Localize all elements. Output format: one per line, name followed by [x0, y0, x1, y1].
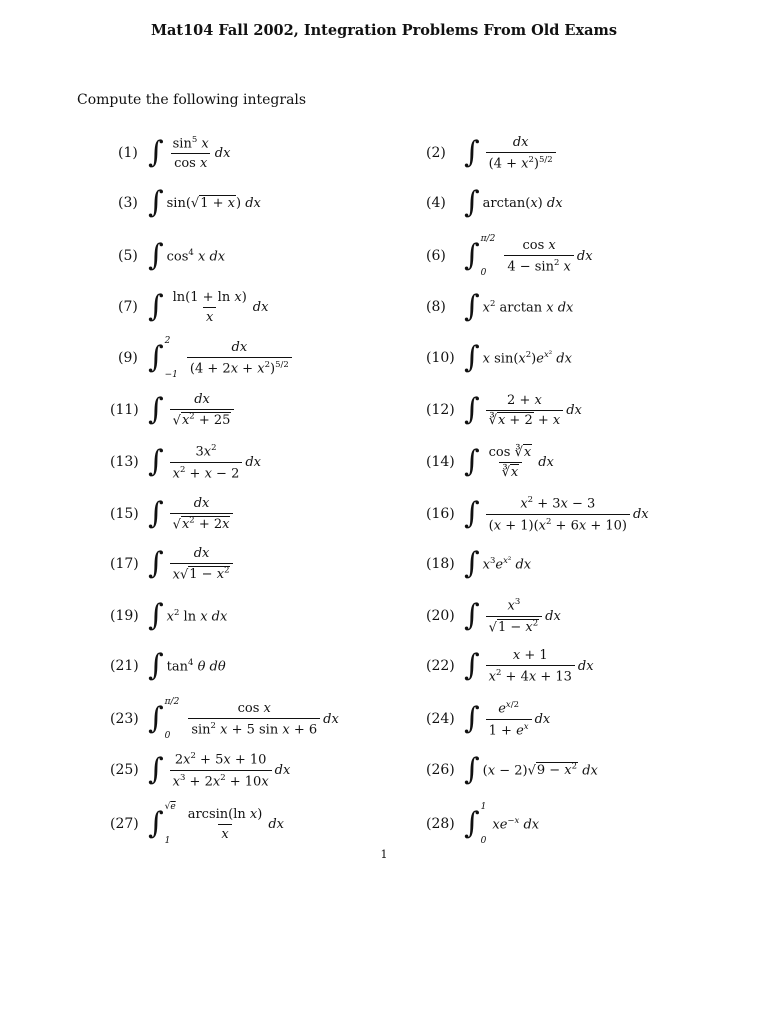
problem-number: (21) [110, 658, 139, 674]
problem-formula: ∫ $\frac{dx}{x√1 - x^2}$ [148, 542, 236, 586]
problem-number: (2) [426, 145, 446, 161]
problem-number: (5) [118, 248, 138, 264]
problem-formula: ∫ $x^2$ ln x dx [148, 598, 228, 633]
problem-formula: ∫ 1 0 $xe^{-x}$ dx [464, 802, 540, 846]
problem-formula: ∫ $\frac{3x^2}{x^2 + x - 2}$ dx [148, 443, 262, 481]
problem-formula: ∫ $\frac{2x^2 + 5x + 10}{x^3 + 2x^2 + 10x}$ dx [148, 751, 291, 789]
problem-number: (22) [426, 658, 455, 674]
problem-formula: ∫ $\frac{dx}{√x^2 + 25}$ [148, 388, 237, 432]
problem-formula: ∫ $(x - 2)√9 - x^2$ dx [464, 752, 598, 787]
page-number: 1 [380, 848, 388, 861]
problem-number: (1) [118, 145, 138, 161]
problem-number: (13) [110, 454, 139, 470]
problem-number: (18) [426, 556, 455, 572]
problem-formula: ∫ $\frac{dx}{√x^2 + 2x}$ [148, 492, 236, 536]
problem-formula: ∫ $\cos^4 x$ dx [148, 238, 226, 273]
problem-formula: ∫ π/2 0 $\frac{\text{cos x}}{\sin^2 x + 5 \sin x + 6}$ dx [148, 697, 339, 741]
problem-number: (3) [118, 195, 138, 211]
page-title: Mat104 Fall 2002, Integration Problems From Old Exams [150, 22, 618, 39]
problem-number: (7) [118, 299, 138, 315]
problem-number: (26) [426, 762, 455, 778]
instructions: Compute the following integrals [77, 92, 307, 108]
problem-formula: ∫ $\frac{x + 1}{x^2 + 4x + 13}$ dx [464, 647, 594, 685]
problem-number: (28) [426, 816, 455, 832]
problem-formula: ∫ $\frac{\text{ln(1 + ln x)}}{x}$ dx [148, 289, 269, 325]
problem-number: (27) [110, 816, 139, 832]
problem-number: (25) [110, 762, 139, 778]
problem-number: (10) [426, 350, 455, 366]
problem-number: (8) [426, 299, 446, 315]
problem-number: (23) [110, 711, 139, 727]
problem-formula: ∫ $\frac{\cos ∛x}{∛x}$ dx [464, 444, 554, 480]
problem-number: (16) [426, 506, 455, 522]
problem-number: (15) [110, 506, 139, 522]
problem-number: (9) [118, 350, 138, 366]
problem-formula: ∫ arctan(x) dx [464, 185, 563, 220]
problem-formula: ∫ $x^2$ arctan x dx [464, 289, 574, 324]
problem-formula: ∫ x $\sin(x^2)e^{x^2}$ dx [464, 340, 572, 375]
problem-formula: ∫ $\frac{dx}{(4 + x^2)^{5/2}}$ [464, 131, 559, 175]
problem-formula: ∫ $\frac{\sin^5 x}{\text{cos x}}$ dx [148, 134, 231, 172]
problem-formula: ∫ $\frac{e^{x/2}}{1 + e^x}$ dx [464, 700, 551, 738]
problem-formula: ∫ 2 −1 $\frac{dx}{(4 + 2x + x^2)^{5/2}}$ [148, 336, 295, 380]
problem-number: (19) [110, 608, 139, 624]
problem-number: (12) [426, 402, 455, 418]
problem-formula: ∫ $\tan^4 \theta$ dθ [148, 648, 226, 683]
problem-number: (24) [426, 711, 455, 727]
problem-number: (6) [426, 248, 446, 264]
problem-formula: ∫ √e 1 $\frac{\text{arcsin(ln x)}}{x}$ dx [148, 802, 284, 846]
problem-number: (4) [426, 195, 446, 211]
problem-formula: ∫ sin(√1 + x) dx [148, 185, 261, 220]
problem-formula: ∫ $\frac{2 + x}{∛x + 2 + x}$ dx [464, 392, 582, 428]
problem-number: (20) [426, 608, 455, 624]
problem-number: (11) [110, 402, 139, 418]
problem-formula: ∫ $\frac{x^3}{√1 - x^2}$ dx [464, 597, 561, 635]
problem-formula: ∫ π/2 0 $\frac{\text{cos x}}{4 - \sin^2 x}$ dx [464, 234, 593, 278]
problem-formula: ∫ $\frac{x^2 + 3x - 3}{(x + 1)(x^2 + 6x + 10)}$ dx [464, 495, 649, 533]
problem-formula: ∫ $x^3e^{x^2}$ dx [464, 546, 532, 581]
problem-number: (17) [110, 556, 139, 572]
problem-number: (14) [426, 454, 455, 470]
